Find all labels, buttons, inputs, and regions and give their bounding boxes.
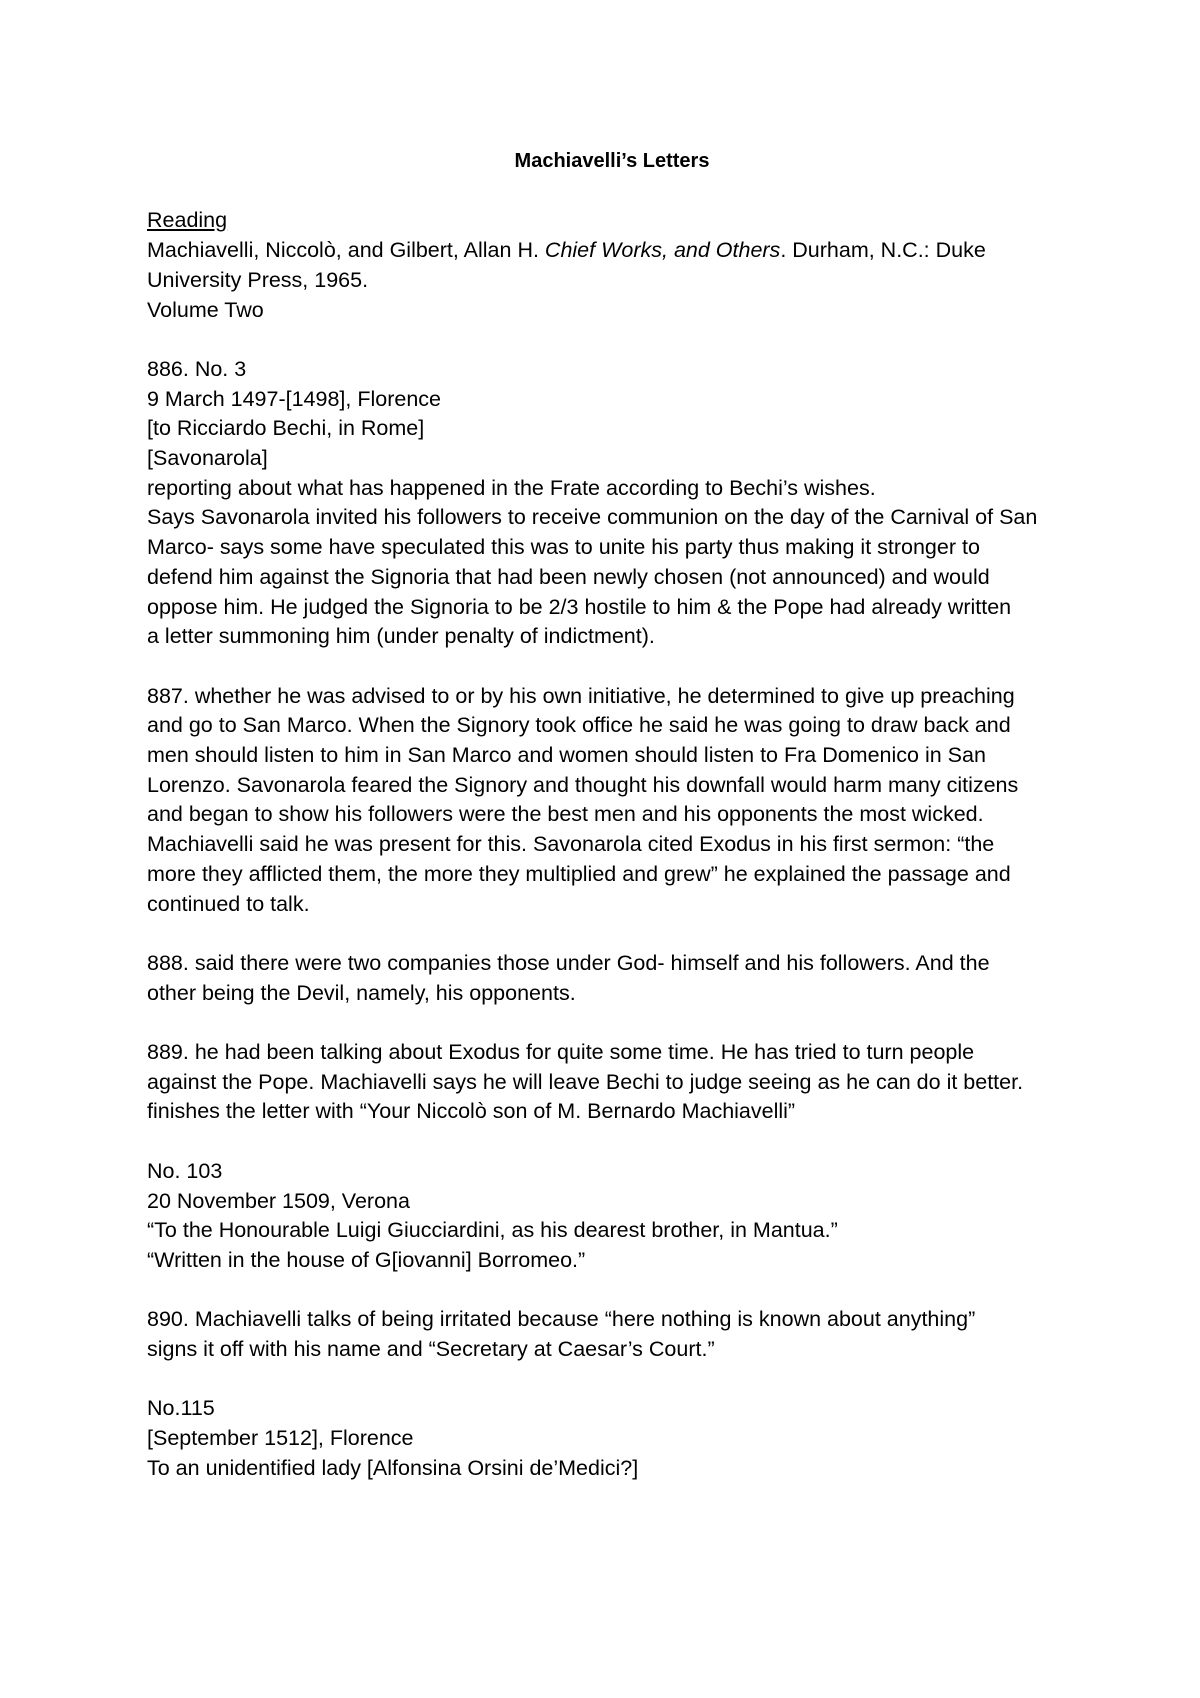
paragraph-gap [147,1276,1077,1306]
page-889-line: finishes the letter with “Your Niccolò son of M. Bernardo Machiavelli” [147,1099,796,1124]
letter-3-line: Marco- says some have speculated this was to unite his party thus making it stronger to [147,535,980,560]
page-887-line: 887. whether he was advised to or by his own initiative, he determined to give up preaching [147,683,1015,708]
letter-115-line: To an unidentified lady [Alfonsina Orsini de’Medici?] [147,1455,639,1480]
paragraph-gap [147,1127,1077,1157]
letter-115-line: No.115 [147,1396,215,1421]
page-888-line: other being the Devil, namely, his opponents. [147,980,576,1005]
letter-3-line: reporting about what has happened in the Frate according to Bechi’s wishes. [147,475,876,500]
reading-heading: Reading [147,208,228,233]
letter-3-section [147,355,1077,652]
letter-3-line: oppose him. He judged the Signoria to be 2/3 hostile to him & the Pope had already written [147,594,1012,619]
letter-103-line: “To the Honourable Luigi Giucciardini, as his dearest brother, in Mantua.” [147,1218,838,1243]
page-890-line: signs it off with his name and “Secretary at Caesar’s Court.” [147,1337,715,1362]
volume-label: Volume Two [147,297,264,322]
citation-book-title: Chief Works, and Others [544,238,781,263]
page-887-line: more they afflicted them, the more they multiplied and grew” he explained the passage and [147,861,1011,886]
document-body [147,147,1077,1484]
letter-115-line: [September 1512], Florence [147,1426,414,1451]
letter-3-line: Says Savonarola invited his followers to receive communion on the day of the Carnival of San [147,505,1038,530]
letter-3-line: [Savonarola] [147,446,268,470]
page-887-line: and began to show his followers were the best men and his opponents the most wicked. [147,802,984,827]
page-887-line: Lorenzo. Savonarola feared the Signory and thought his downfall would harm many citizens [147,772,1019,797]
page-887-line: Machiavelli said he was present for this. Savonarola cited Exodus in his first sermon: “the [147,832,995,857]
page-889-section [147,1038,1077,1127]
letter-115-section [147,1394,1077,1483]
page-887-line: and go to San Marco. When the Signory took office he said he was going to draw back and [147,713,1011,738]
page-890-section [147,1305,1077,1364]
citation-line-1 [147,236,1077,266]
page-889-line: 889. he had been talking about Exodus for quite some time. He has tried to turn people [147,1040,975,1065]
citation-authors: Machiavelli, Niccolò, and Gilbert, Allan H. [147,238,545,263]
letter-3-line: a letter summoning him (under penalty of indictment). [147,624,655,649]
paragraph-gap [147,652,1077,682]
page-887-line: men should listen to him in San Marco and women should listen to Fra Domenico in San [147,743,986,768]
letter-103-line: “Written in the house of G[iovanni] Borromeo.” [147,1247,586,1272]
page-887-line: continued to talk. [147,891,310,916]
reading-section [147,206,1077,325]
letter-3-line: 9 March 1497-[1498], Florence [147,386,441,411]
paragraph-gap [147,1008,1077,1038]
page-887-section [147,682,1077,920]
paragraph-gap [147,1365,1077,1395]
letter-3-line: [to Ricciardo Bechi, in Rome] [147,416,425,441]
page-888-section [147,949,1077,1008]
citation-line-2: University Press, 1965. [147,267,369,292]
page-889-line: against the Pope. Machiavelli says he will leave Bechi to judge seeing as he can do it better. [147,1069,1024,1094]
paragraph-gap [147,325,1077,355]
paragraph-gap [147,919,1077,949]
page-890-line: 890. Machiavelli talks of being irritated because “here nothing is known about anything” [147,1307,976,1332]
letter-103-line: No. 103 [147,1158,223,1183]
letter-103-section [147,1157,1077,1276]
page-888-line: 888. said there were two companies those under God- himself and his followers. And the [147,950,990,975]
citation-publisher: . Durham, N.C.: Duke [780,238,986,263]
letter-103-line: 20 November 1509, Verona [147,1188,410,1213]
letter-3-line: defend him against the Signoria that had been newly chosen (not announced) and would [147,564,990,589]
letter-3-line: 886. No. 3 [147,356,247,381]
page-title: Machiavelli’s Letters [514,150,710,172]
